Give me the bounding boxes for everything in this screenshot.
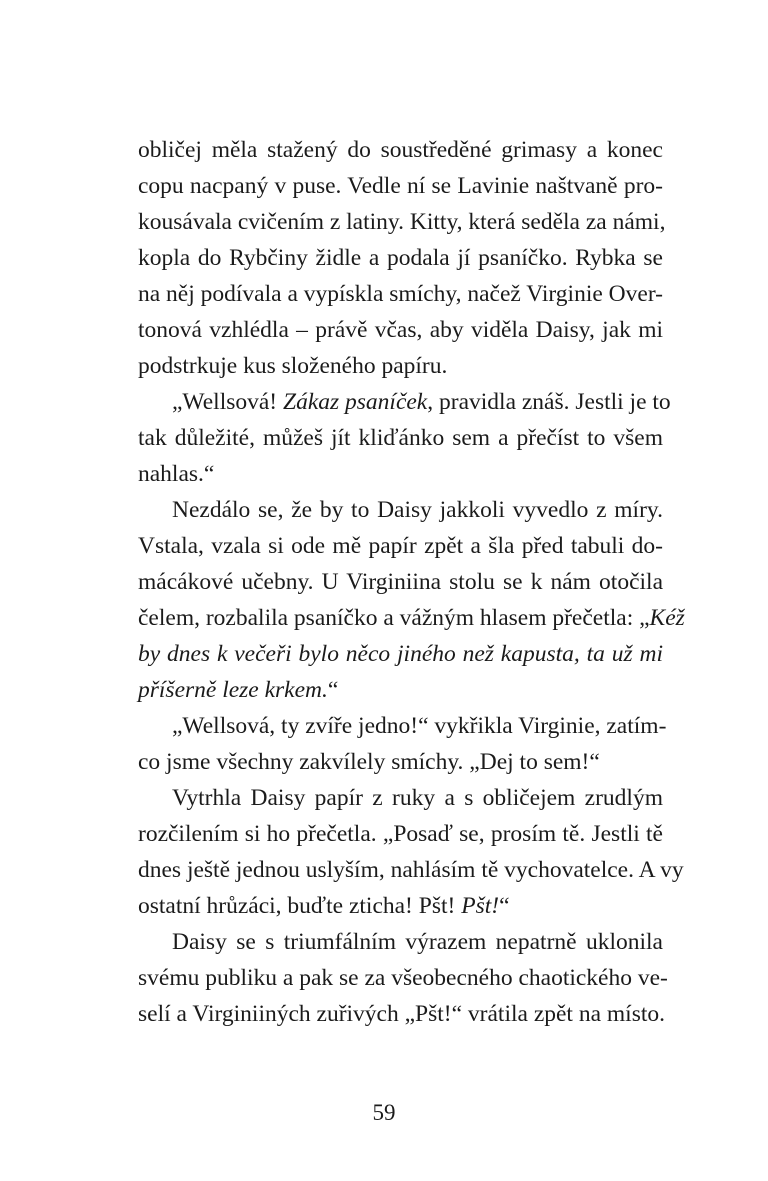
page-number: 59: [372, 1100, 396, 1125]
text-segment: „Wellsová, ty zvíře jedno!“ vykřikla Virginie, zatím-: [172, 713, 667, 739]
text-line: [138, 636, 663, 672]
text-line: [138, 708, 667, 744]
text-segment: svému publiku a pak se za všeobecného chaotického ve-: [138, 965, 668, 991]
italic-text: by dnes k večeři bylo něco jiného než kapusta, ta už mi: [138, 641, 663, 667]
text-line: [138, 276, 663, 312]
text-segment: copu nacpaný v puse. Vedle ní se Lavinie naštvaně pro-: [138, 173, 663, 199]
italic-text: Kéž: [649, 605, 685, 631]
text-segment: tonová vzhlédla – právě včas, aby viděla Daisy, jak mi: [138, 317, 663, 343]
text-segment: rozčilením si ho přečetla. „Posaď se, prosím tě. Jestli tě: [138, 821, 663, 847]
text-segment: co jsme všechny zakvílely smíchy. „Dej to sem!“: [138, 749, 600, 775]
text-line: [138, 456, 663, 492]
text-line: [138, 384, 671, 420]
text-line: [138, 564, 663, 600]
text-segment: tak důležité, můžeš jít kliďánko sem a přečíst to všem: [138, 425, 663, 451]
text-segment: Nezdálo se, že by to Daisy jakkoli vyvedlo z míry.: [172, 497, 663, 523]
text-segment: dnes ještě jednou uslyším, nahlásím tě vychovatelce. A vy: [138, 857, 684, 883]
text-segment: „Wellsová!: [172, 389, 283, 415]
text-segment: selí a Virginiiných zuřivých „Pšt!“ vrátila zpět na místo.: [138, 1001, 665, 1027]
text-line: [138, 312, 663, 348]
text-segment: podstrkuje kus složeného papíru.: [138, 353, 448, 379]
text-line: [138, 780, 663, 816]
text-line: [138, 420, 663, 456]
text-line: [138, 960, 668, 996]
text-segment: kousávala cvičením z latiny. Kitty, která seděla za námi,: [138, 209, 666, 235]
italic-text: Pšt!: [461, 893, 500, 919]
text-segment: čelem, rozbalila psaníčko a vážným hlasem přečetla: „: [138, 605, 650, 631]
text-line: [138, 168, 663, 204]
text-segment: na něj podívala a vypískla smíchy, načež Virginie Over-: [138, 281, 663, 307]
paragraph: [138, 384, 671, 492]
text-line: [138, 672, 663, 708]
italic-text: příšerně leze krkem.: [138, 677, 328, 703]
text-segment: Vytrhla Daisy papír z ruky a s obličejem zrudlým: [172, 785, 663, 811]
book-page-text: [138, 132, 685, 1032]
text-line: [138, 492, 663, 528]
text-line: [138, 240, 663, 276]
text-line: [138, 996, 663, 1032]
text-segment: , pravidla znáš. Jestli je to: [427, 389, 671, 415]
paragraph: [138, 132, 666, 384]
text-segment: Daisy se s triumfálním výrazem nepatrně uklonila: [172, 929, 663, 955]
text-segment: obličej měla stažený do soustředěné grimasy a konec: [138, 137, 663, 163]
text-segment: ostatní hrůzáci, buďte zticha! Pšt!: [138, 893, 462, 919]
text-segment: Vstala, vzala si ode mě papír zpět a šla před tabuli do-: [138, 533, 663, 559]
text-line: [138, 132, 663, 168]
text-segment: “: [327, 677, 339, 703]
paragraph: [138, 708, 667, 780]
text-line: [138, 600, 685, 636]
text-segment: mácákové učebny. U Virginiina stolu se k nám otočila: [138, 569, 663, 595]
paragraph: [138, 924, 668, 1032]
text-segment: nahlas.“: [138, 461, 215, 487]
text-segment: kopla do Rybčiny židle a podala jí psaníčko. Rybka se: [138, 245, 663, 271]
text-line: [138, 852, 684, 888]
text-line: [138, 816, 663, 852]
paragraph: [138, 780, 684, 924]
text-line: [138, 924, 663, 960]
text-line: [138, 528, 663, 564]
text-line: [138, 348, 663, 384]
text-line: [138, 888, 663, 924]
text-line: [138, 204, 666, 240]
text-line: [138, 744, 663, 780]
text-segment: “: [499, 893, 510, 919]
paragraph: [138, 492, 685, 708]
italic-text: Zákaz psaníček: [283, 389, 428, 415]
